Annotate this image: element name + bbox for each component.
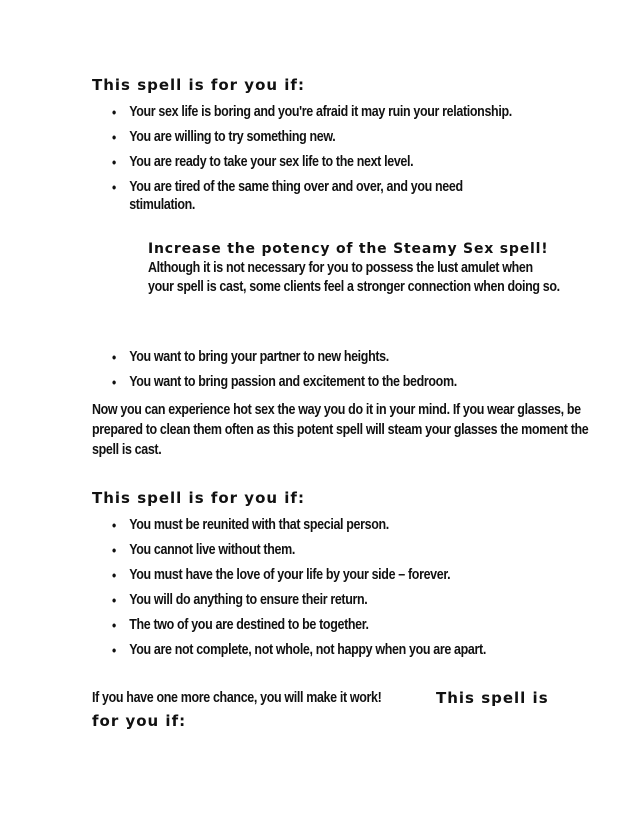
list-item: • You are not complete, not whole, not happy when you are apart. [112,642,486,658]
callout-body: Although it is not necessary for you to possess the lust amulet when your spell is cast, some clients feel a stronger connection when doing so. [148,260,560,295]
callout-title: Increase the potency of the Steamy Sex spell! [148,241,549,257]
section-heading: This spell is for you if: [92,76,305,94]
bullet-icon: • [112,349,116,365]
bullet-icon: • [112,617,116,633]
closing-heading-part1: This spell is [436,689,549,707]
closing-text: If you have one more chance, you will make it work! [92,690,382,706]
list-item: • You want to bring your partner to new heights. [112,349,389,365]
bullet-icon: • [112,517,116,533]
closing-heading-part2: for you if: [92,712,187,730]
list-item: • You are tired of the same thing over and over, and you need stimulation. [112,179,463,213]
list-item: • Your sex life is boring and you're afraid it may ruin your relationship. [112,104,512,120]
list-item: • The two of you are destined to be together. [112,617,369,633]
list-item: • You must have the love of your life by your side – forever. [112,567,451,583]
list-item: • You cannot live without them. [112,542,295,558]
bullet-icon: • [112,154,116,170]
body-paragraph: Now you can experience hot sex the way you do it in your mind. If you wear glasses, be prepared to clean them often as this potent spell will steam your glasses the moment the spell is cast. [92,402,589,458]
bullet-icon: • [112,542,116,558]
list-item: • You must be reunited with that special person. [112,517,389,533]
bullet-icon: • [112,179,116,195]
bullet-icon: • [112,129,116,145]
list-item: • You want to bring passion and excitement to the bedroom. [112,374,457,390]
bullet-list [112,348,516,398]
bullet-icon: • [112,642,116,658]
bullet-icon: • [112,374,116,390]
section-heading: This spell is for you if: [92,489,305,507]
potency-callout [148,240,568,297]
list-item: • You are ready to take your sex life to the next level. [112,154,414,170]
bullet-list [112,516,516,666]
bullet-icon: • [112,104,116,120]
list-item: • You are willing to try something new. [112,129,336,145]
bullet-icon: • [112,592,116,608]
bullet-list [112,103,516,221]
bullet-icon: • [112,567,116,583]
list-item: • You will do anything to ensure their return. [112,592,368,608]
